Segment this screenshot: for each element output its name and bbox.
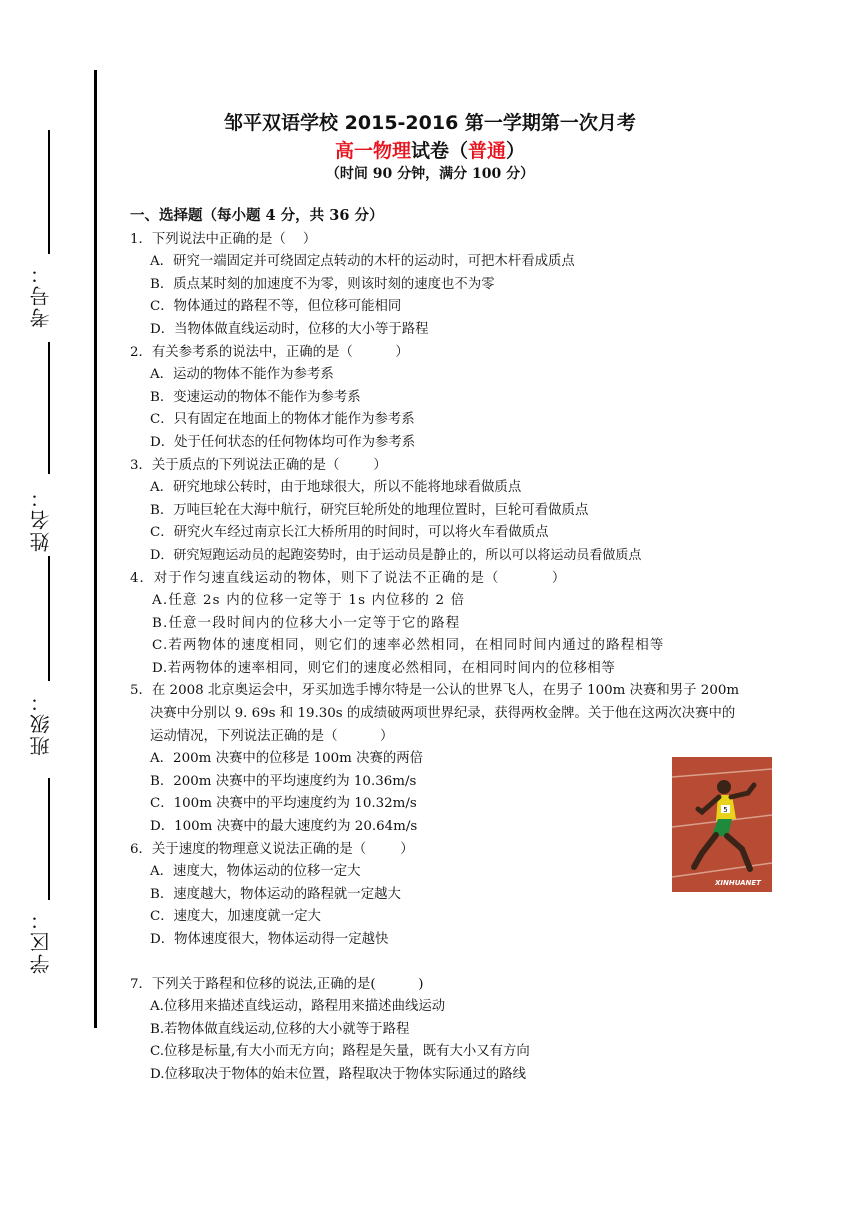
question-7	[130, 974, 740, 1087]
option-c: C．速度大，加速度就一定大	[150, 909, 321, 925]
option-a: A．速度大，物体运动的位移一定大	[150, 864, 361, 880]
option-d: D．物体速度很大，物体运动得一定越快	[150, 932, 389, 947]
time-note: （时间 90 分钟，满分 100 分）	[325, 166, 535, 182]
sprinter-illustration	[672, 757, 772, 892]
name-label: 姓名：	[29, 486, 53, 552]
option-d: D．处于任何状态的任何物体均可作为参考系	[150, 434, 416, 450]
name-blank[interactable]	[48, 342, 50, 474]
class-blank[interactable]	[48, 556, 50, 681]
exam-subtitle	[0, 136, 860, 163]
option-b: B．变速运动的物体不能作为参考系	[150, 389, 361, 405]
question-2	[130, 342, 740, 455]
option-a: A.位移用来描述直线运动，路程用来描述曲线运动	[150, 999, 446, 1015]
level-label: 普通	[468, 140, 507, 162]
paper-close: ）	[506, 140, 526, 162]
question-4	[130, 568, 740, 681]
option-c: C．只有固定在地面上的物体才能作为参考系	[150, 412, 415, 428]
option-d: D．100m 决赛中的最大速度约为 20.64m/s	[150, 819, 418, 835]
option-c: C．物体通过的路程不等，但位移可能相同	[150, 299, 402, 315]
option-d: D.位移取决于物体的始末位置，路程取决于物体实际通过的路线	[150, 1066, 527, 1082]
question-6	[130, 839, 740, 952]
option-b: B．质点某时刻的加速度不为零，则该时刻的速度也不为零	[150, 276, 495, 292]
option-a: A．运动的物体不能作为参考系	[150, 367, 334, 383]
question-1	[130, 229, 740, 342]
option-b: B.若物体做直线运动,位移的大小就等于路程	[150, 1021, 410, 1037]
question-list	[130, 205, 744, 1087]
option-a: A．研究地球公转时，由于地球很大，所以不能将地球看做质点	[150, 480, 522, 496]
option-a: A.任意 2s 内的位移一定等于 1s 内位移的 2 倍	[152, 593, 466, 609]
question-stem: 6．关于速度的物理意义说法正确的是（ ）	[130, 841, 414, 857]
paper-label: 试卷（	[410, 140, 468, 162]
subject-label: 高一物理	[334, 140, 411, 162]
exam-title: 邹平双语学校 2015-2016 第一学期第一次月考	[224, 112, 636, 134]
option-d: D．研究短跑运动员的起跑姿势时，由于运动员是静止的，所以可以将运动员看做质点	[150, 547, 642, 563]
exam-number-label: 考号：	[29, 262, 53, 328]
option-c: C.若两物体的速度相同，则它们的速率必然相同，在相同时间内通过的路程相等	[152, 638, 665, 654]
option-b: B．200m 决赛中的平均速度约为 10.36m/s	[150, 773, 417, 789]
bib-number: 5	[723, 806, 728, 814]
class-label: 班级：	[29, 690, 53, 756]
question-stem: 5．在 2008 北京奥运会中，牙买加选手博尔特是一公认的世界飞人，在男子 100m 决赛和男子 200m 决赛中分别以 9. 69s 和 19.30s 的成绩破两项世界纪录，获得两枚金牌。关于他在这两次决赛中的运动情况，下列说法正确的是（ ）	[130, 683, 744, 744]
question-3	[130, 455, 740, 568]
question-stem: 7．下列关于路程和位移的说法,正确的是( )	[130, 976, 424, 992]
option-d: D.若两物体的速率相同，则它们的速度必然相同，在相同时间内的位移相等	[152, 660, 616, 676]
option-b: B．速度越大，物体运动的路程就一定越大	[150, 886, 401, 902]
option-a: A．200m 决赛中的位移是 100m 决赛的两倍	[150, 751, 424, 767]
option-c: C.位移是标量,有大小而无方向；路程是矢量，既有大小又有方向	[150, 1044, 530, 1060]
photo-watermark: XINHUANET	[715, 879, 761, 887]
binding-margin-line	[94, 70, 97, 1028]
spacer	[130, 952, 740, 974]
sprinter-photo	[672, 757, 772, 892]
district-label: 学区：	[29, 908, 53, 974]
question-stem: 4．对于作匀速直线运动的物体，则下了说法不正确的是（ ）	[130, 570, 567, 586]
question-5	[130, 680, 744, 838]
question-stem: 1．下列说法中正确的是（ ）	[130, 231, 317, 247]
section-title: 一、选择题（每小题 4 分，共 36 分）	[130, 207, 384, 224]
option-a: A．研究一端固定并可绕固定点转动的木杆的运动时，可把木杆看成质点	[150, 254, 575, 270]
option-c: C．100m 决赛中的平均速度约为 10.32m/s	[150, 796, 417, 812]
district-blank[interactable]	[48, 778, 50, 900]
question-stem: 2．有关参考系的说法中，正确的是（ ）	[130, 344, 409, 360]
option-c: C．研究火车经过南京长江大桥所用的时间时，可以将火车看做质点	[150, 525, 549, 541]
option-d: D．当物体做直线运动时，位移的大小等于路程	[150, 321, 429, 337]
question-stem: 3．关于质点的下列说法正确的是（ ）	[130, 457, 387, 473]
option-b: B.任意一段时间内的位移大小一定等于它的路程	[152, 615, 461, 631]
option-b: B．万吨巨轮在大海中航行，研究巨轮所处的地理位置时，巨轮可看做质点	[150, 502, 589, 518]
